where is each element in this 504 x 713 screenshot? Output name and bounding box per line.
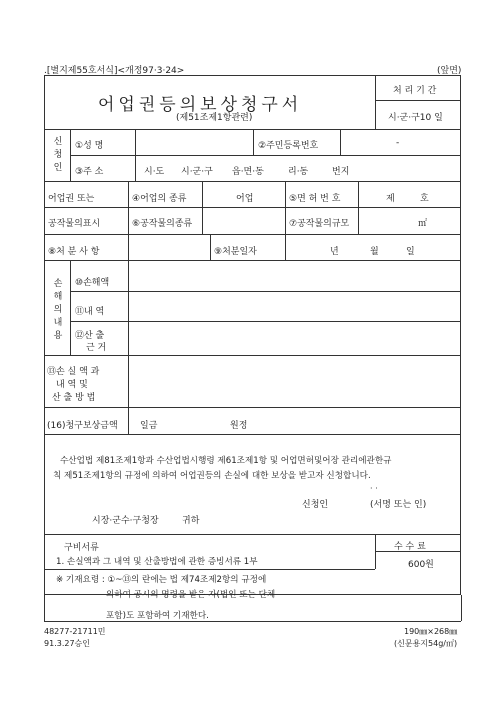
calc-basis-label-2: 근 거: [86, 343, 107, 353]
applicant-sign-label: 신청인: [302, 500, 329, 510]
disposition-label: ⑧처 분 사 항: [48, 247, 100, 257]
structure-label: 공작물의표시: [48, 219, 101, 229]
writing-note-line3: 포함)도 포함하여 기재한다.: [106, 611, 209, 621]
date-dots: · ·: [370, 484, 378, 493]
loss-method-line2: 내 역 및: [56, 380, 88, 390]
license-prefix: 제: [386, 194, 395, 204]
honorific-label: 귀하: [182, 516, 200, 526]
loss-method-line3: 산 출 방 법: [52, 393, 96, 403]
date-day: 일: [406, 247, 415, 257]
fishery-type-field[interactable]: 어업: [236, 194, 254, 204]
address-label: ③주 소: [75, 167, 104, 177]
applicant-group-label: 신 청 인: [53, 137, 63, 173]
statement-line2: 칙 제51조제1항의 규정에 의하여 어업권등의 손실에 대한 보상을 받고자 신청합니다.: [53, 471, 371, 481]
license-number-label: ⑤면 허 번 호: [289, 194, 341, 204]
claim-amount-prefix: 일금: [140, 421, 158, 431]
claim-amount-label: (16)청구보상금액: [47, 421, 118, 431]
damage-group-label: 손 해 의 내 용: [53, 279, 63, 341]
rrn-label: ②주민등록번호: [258, 141, 319, 151]
disposition-date-label: ⑨처분일자: [214, 247, 257, 257]
address-field[interactable]: [136, 156, 460, 180]
processing-period-label: 처 리 기 간: [393, 86, 437, 96]
address-ridong: 리·동: [288, 167, 309, 177]
signature-label: (서명 또는 인): [370, 500, 427, 510]
damage-amount-field[interactable]: [129, 261, 460, 290]
license-suffix: 호: [420, 194, 429, 204]
footer-code: 48277-21711민: [44, 627, 106, 636]
disposition-field[interactable]: [129, 235, 209, 259]
documents-header: 구비서류: [64, 543, 99, 553]
fishery-rights-label: 어업권 또는: [48, 194, 95, 204]
fee-label: 수 수 료: [394, 542, 426, 552]
damage-details-label: ⑪내 역: [75, 307, 105, 317]
footer-size: 190㎜×268㎜: [404, 627, 458, 636]
name-label: ①성 명: [75, 141, 104, 151]
loss-method-field[interactable]: [129, 356, 460, 406]
writing-note-line2: 의하여 공시의 명령을 받은 자(법인 또는 단체: [106, 590, 276, 600]
footer-approval: 91.3.27승인: [44, 639, 90, 648]
form-number: .[별지제55호서식]<개정97·3·24>: [44, 66, 185, 76]
structure-type-field[interactable]: [203, 208, 284, 233]
calc-basis-label-1: ⑫산 출: [75, 331, 105, 341]
fishery-type-label: ④어업의 종류: [132, 194, 187, 204]
form-subtitle: (제51조제1항관련): [176, 113, 253, 123]
date-month: 월: [370, 247, 379, 257]
claim-amount-suffix: 원정: [230, 421, 248, 431]
statement-line1: 수산업법 제81조제1항과 수산업법시행령 제61조제1항 및 어업면허및어장 관리에관한규: [60, 456, 392, 466]
name-field[interactable]: [136, 130, 253, 154]
rrn-field[interactable]: -: [396, 138, 400, 148]
recipient-label: 시장·군수·구청장: [92, 516, 159, 526]
required-doc-1: 1. 손실액과 그 내역 및 산출방법에 관한 증빙서류 1부: [56, 557, 258, 567]
processing-period-value: 시·군·구10 일: [388, 113, 443, 123]
address-bunji: 번지: [332, 167, 350, 177]
structure-size-label: ⑦공작물의규모: [289, 219, 350, 229]
damage-amount-label: ⑩손해액: [75, 278, 110, 288]
fee-value: 600원: [408, 560, 434, 570]
damage-details-field[interactable]: [129, 292, 460, 320]
loss-method-line1: ⑬손 실 액 과: [47, 367, 100, 377]
form-title: 어업권등의보상청구서: [98, 95, 303, 115]
address-sido: 시·도: [144, 167, 165, 177]
date-year: 년: [330, 247, 339, 257]
structure-size-unit: ㎡: [418, 219, 428, 229]
structure-type-label: ⑥공작물의종류: [132, 219, 193, 229]
footer-paper: (신문용지54g/㎡): [394, 639, 458, 648]
address-sigungu: 시·군·구: [181, 167, 213, 177]
page-side-label: (앞면): [437, 66, 462, 76]
address-eupmyeondong: 읍·면·동: [232, 167, 264, 177]
writing-note-line1: ※ 기재요령 : ①~⑬의 란에는 법 제74조제2항의 규정에: [56, 575, 267, 585]
calc-basis-field[interactable]: [129, 322, 460, 354]
